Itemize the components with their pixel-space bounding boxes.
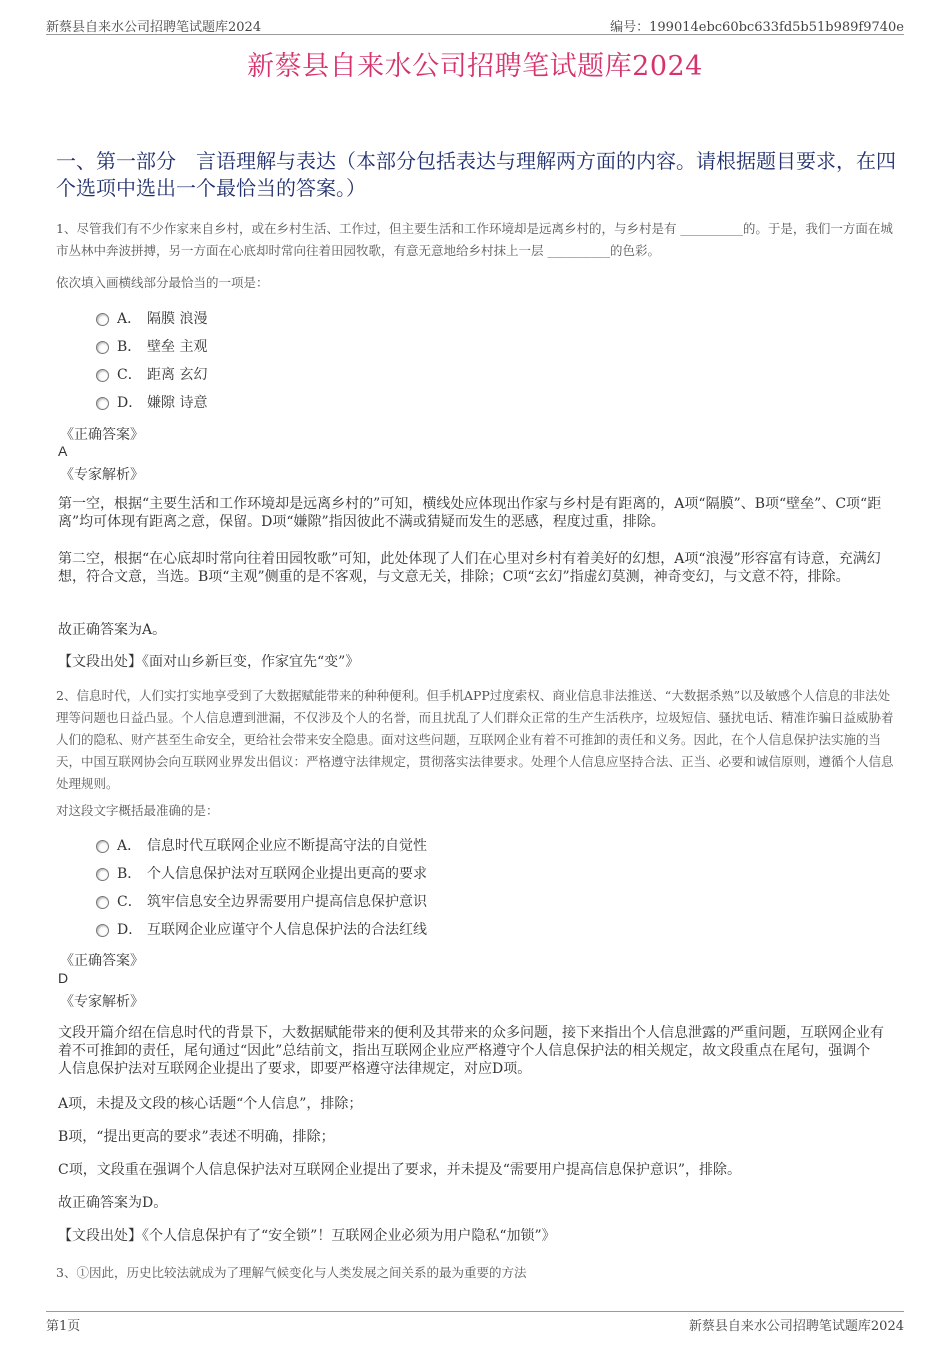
- question-2-source: 【文段出处】《个人信息保护有了“安全锁”！互联网企业必须为用户隐私“加锁”》: [58, 1228, 556, 1244]
- header-doc-id: 编号：199014ebc60bc633fd5b51b989f9740e: [610, 20, 904, 35]
- radio-icon[interactable]: [96, 868, 109, 881]
- question-2-analysis-para: 故正确答案为D。: [58, 1195, 168, 1211]
- question-2-analysis-para: 文段开篇介绍在信息时代的背景下，大数据赋能带来的便利及其带来的众多问题，接下来指出个人信息泄露的严重问题，互联网企业有着不可推卸的责任，尾句通过“因此”总结前文，指出互联网企业应严格遵守个人信息保护法的相关规定，故文段重点在尾句，强调个人信息保护法对互联网企业提出了要求，即要严格遵守法律规定，对应D项。: [58, 1025, 884, 1077]
- page-footer: [46, 1311, 904, 1332]
- option-letter: D．: [117, 922, 143, 938]
- question-2-option-d[interactable]: [96, 920, 427, 940]
- question-1-analysis-para: 第二空，根据“在心底却时常向往着田园牧歌”可知，此处体现了人们在心里对乡村有着美好的幻想，A项“浪漫”形容富有诗意，充满幻想，符合文意，当选。B项“主观”侧重的是不客观，与文意无关，排除；C项“玄幻”指虚幻莫测，神奇变幻，与文意不符，排除。: [58, 551, 881, 585]
- question-2-analysis-para: A项，未提及文段的核心话题“个人信息”，排除；: [58, 1096, 363, 1112]
- radio-icon[interactable]: [96, 313, 109, 326]
- question-2-analysis-label: 《专家解析》: [60, 994, 144, 1010]
- question-2-analysis-para: B项，“提出更高的要求”表述不明确，排除；: [58, 1129, 335, 1145]
- question-1-analysis-para: 故正确答案为A。: [58, 622, 167, 638]
- page-title: 新蔡县自来水公司招聘笔试题库2024: [247, 51, 703, 82]
- question-1-analysis-para: 第一空，根据“主要生活和工作环境却是远离乡村的”可知，横线处应体现出作家与乡村是有距离的，A项“隔膜”、B项“壁垒”、C项“距离”均可体现有距离之意，保留。D项“嫌隙”指因彼此不满或猜疑而发生的恶感，程度过重，排除。: [58, 496, 882, 530]
- option-letter: C．: [117, 894, 142, 910]
- radio-icon[interactable]: [96, 369, 109, 382]
- option-text: 嫌隙 诗意: [147, 395, 208, 411]
- page-header: [46, 14, 904, 35]
- footer-doc-title: 新蔡县自来水公司招聘笔试题库2024: [688, 1319, 904, 1334]
- question-1-prompt: 依次填入画横线部分最恰当的一项是：: [56, 275, 269, 290]
- option-letter: D．: [117, 395, 143, 411]
- question-2-answer: D: [58, 970, 69, 986]
- radio-icon[interactable]: [96, 896, 109, 909]
- radio-icon[interactable]: [96, 397, 109, 410]
- question-1-answer: A: [58, 443, 68, 459]
- radio-icon[interactable]: [96, 341, 109, 354]
- question-2-answer-label: 《正确答案》: [60, 953, 144, 969]
- option-text: 距离 玄幻: [147, 367, 208, 383]
- page-number: 第1页: [46, 1319, 81, 1334]
- option-letter: A．: [117, 838, 142, 854]
- question-2-analysis-para: C项，文段重在强调个人信息保护法对互联网企业提出了要求，并未提及“需要用户提高信息保护意识”，排除。: [58, 1162, 742, 1178]
- option-text: 隔膜 浪漫: [147, 311, 208, 327]
- option-letter: B．: [117, 866, 142, 882]
- question-1-option-c[interactable]: [96, 365, 207, 385]
- question-1-option-d[interactable]: [96, 393, 207, 413]
- radio-icon[interactable]: [96, 840, 109, 853]
- question-3-stem: 3、①因此，历史比较法就成为了理解气候变化与人类发展之间关系的最为重要的方法: [56, 1265, 527, 1280]
- question-2-option-c[interactable]: [96, 892, 427, 912]
- question-1-analysis-label: 《专家解析》: [60, 467, 144, 483]
- question-2-option-b[interactable]: [96, 864, 427, 884]
- question-2-prompt: 对这段文字概括最准确的是：: [56, 803, 219, 818]
- question-2-stem: 2、信息时代，人们实打实地享受到了大数据赋能带来的种种便利。但手机APP过度索权、商业信息非法推送、“大数据杀熟”以及敏感个人信息的非法处理等问题也日益凸显。个人信息遭到泄漏，不仅涉及个人的名誉，而且扰乱了人们群众正常的生产生活秩序，垃圾短信、骚扰电话、精准诈骗日益威胁着人们的隐私、财产甚至生命安全，更给社会带来安全隐患。面对这些问题，互联网企业有着不可推卸的责任和义务。因此，在个人信息保护法实施的当天，中国互联网协会向互联网业界发出倡议：严格遵守法律规定，贯彻落实法律要求。处理个人信息应坚持合法、正当、必要和诚信原则，遵循个人信息处理规则。: [56, 688, 894, 791]
- question-1-source: 【文段出处】《面对山乡新巨变，作家宜先“变”》: [58, 654, 360, 670]
- option-text: 筑牢信息安全边界需要用户提高信息保护意识: [147, 894, 427, 910]
- question-1-stem: 1、尽管我们有不少作家来自乡村，或在乡村生活、工作过，但主要生活和工作环境却是远离乡村的，与乡村是有 __________的。于是，我们一方面在城市丛林中奔波拼搏，另一方面在心底却时常向往着田园牧歌，有意无意地给乡村抹上一层 __________的色彩。: [56, 221, 893, 258]
- question-1-option-a[interactable]: [96, 309, 207, 329]
- option-letter: A．: [117, 311, 142, 327]
- option-text: 壁垒 主观: [147, 339, 208, 355]
- option-text: 互联网企业应谨守个人信息保护法的合法红线: [147, 922, 427, 938]
- question-1-answer-label: 《正确答案》: [60, 427, 144, 443]
- option-letter: C．: [117, 367, 142, 383]
- option-text: 个人信息保护法对互联网企业提出更高的要求: [147, 866, 427, 882]
- question-1-option-b[interactable]: [96, 337, 207, 357]
- header-doc-title: 新蔡县自来水公司招聘笔试题库2024: [46, 20, 262, 35]
- section-heading: 一、第一部分 言语理解与表达（本部分包括表达与理解两方面的内容。请根据题目要求，在四个选项中选出一个最恰当的答案。）: [56, 149, 896, 200]
- question-2-option-a[interactable]: [96, 836, 427, 856]
- radio-icon[interactable]: [96, 924, 109, 937]
- option-letter: B．: [117, 339, 142, 355]
- option-text: 信息时代互联网企业应不断提高守法的自觉性: [147, 838, 427, 854]
